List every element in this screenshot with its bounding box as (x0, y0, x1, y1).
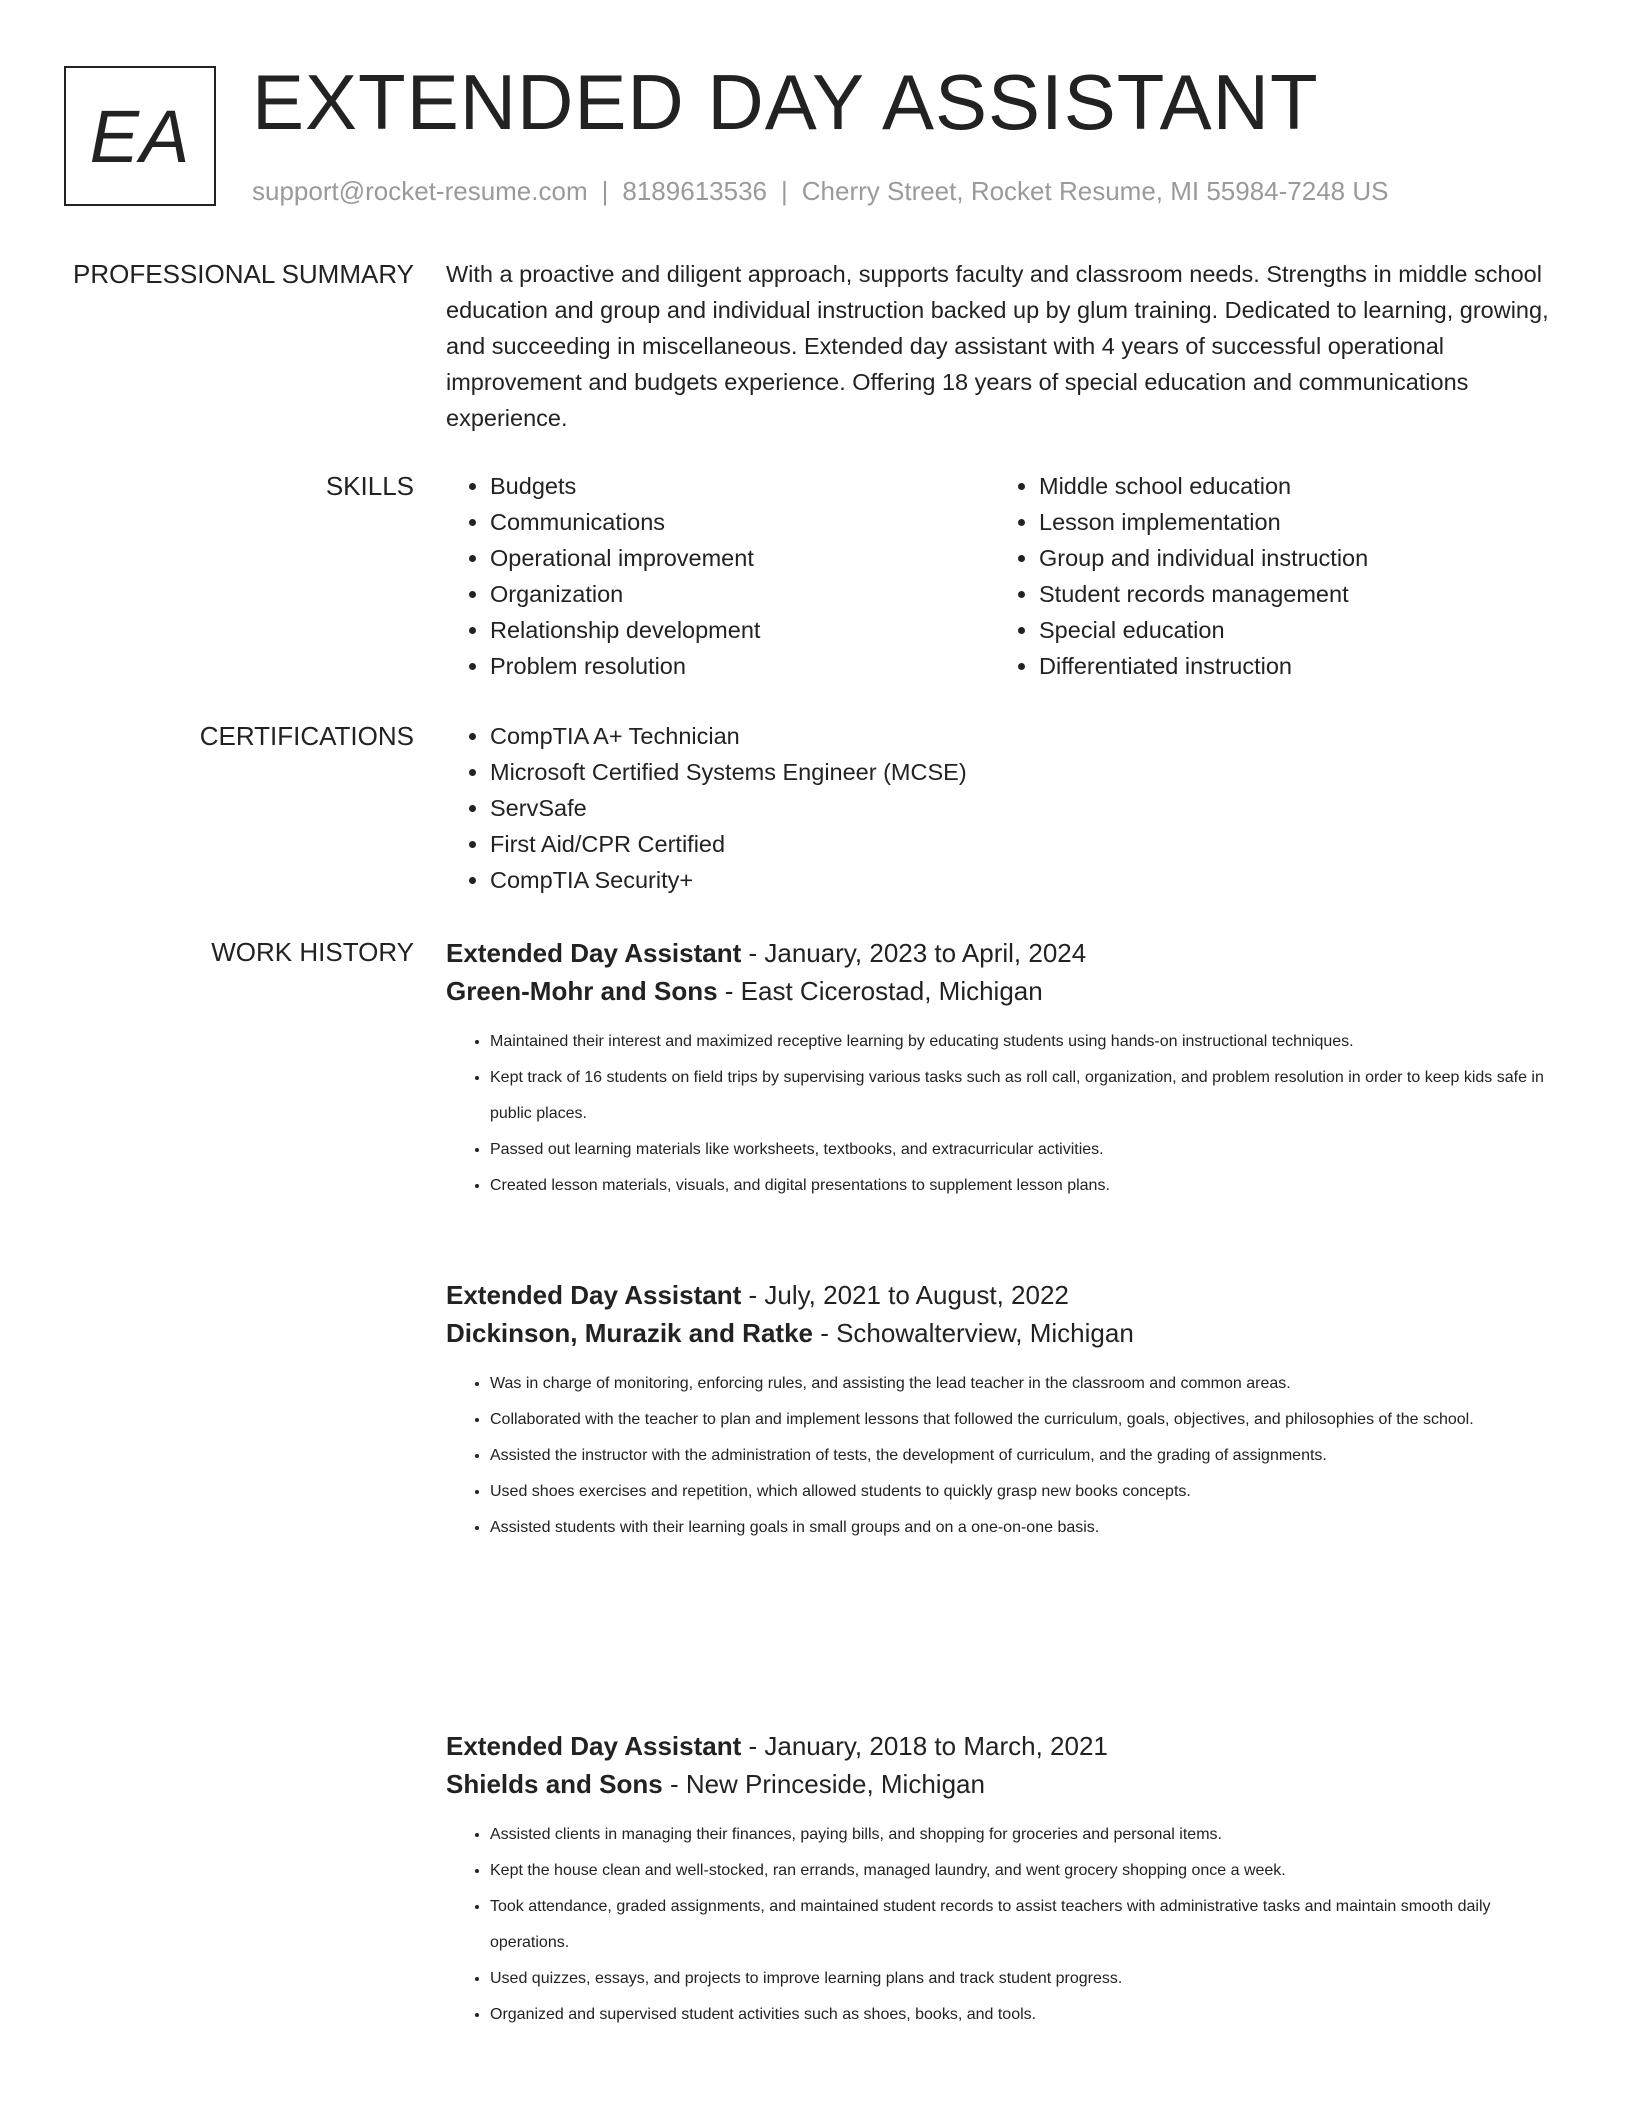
job-dates: - January, 2018 to March, 2021 (741, 1731, 1108, 1761)
job-bullets (446, 1817, 1566, 2033)
job-title: Extended Day Assistant (446, 1731, 742, 1761)
summary-text: With a proactive and diligent approach, supports faculty and classroom needs. Strengths in middle school education and group and individual instruction backed up by glum training. Dedicated to learning, growing, and succeeding in miscellaneous. Extended day assistant with 4 years of successful operational improvement and budgets experience. Offering 18 years of special education and communications experience. (446, 261, 1549, 431)
skill-item: • Special education (1039, 612, 1544, 648)
certification-item: • ServSafe (490, 790, 1566, 826)
skill-item: • Lesson implementation (1039, 504, 1544, 540)
job-title-line (446, 934, 1566, 972)
summary-body (446, 256, 1566, 436)
job-bullet: • Used shoes exercises and repetition, which allowed students to quickly grasp new books concepts. (490, 1474, 1566, 1510)
job-bullet: • Used quizzes, essays, and projects to improve learning plans and track student progress. (490, 1961, 1566, 1997)
skill-item: • Relationship development (490, 612, 995, 648)
job-title-line (446, 1727, 1566, 1765)
resume-title: EXTENDED DAY ASSISTANT (252, 58, 1319, 146)
job-bullet: • Collaborated with the teacher to plan and implement lessons that followed the curriculum, goals, objectives, and philosophies of the school. (490, 1402, 1566, 1438)
skill-item: • Problem resolution (490, 648, 995, 684)
section-heading-skills: SKILLS (325, 471, 414, 501)
section-heading-work-history: WORK HISTORY (211, 937, 414, 967)
job-title: Extended Day Assistant (446, 938, 742, 968)
skill-item: • Middle school education (1039, 468, 1544, 504)
certifications-body (446, 718, 1566, 898)
skill-item: • Budgets (490, 468, 995, 504)
job-dates: - July, 2021 to August, 2022 (741, 1280, 1069, 1310)
job-company-line (446, 972, 1566, 1010)
section-heading-summary: PROFESSIONAL SUMMARY (73, 259, 414, 289)
job-bullets (446, 1366, 1566, 1546)
skills-body (446, 468, 1566, 684)
contact-email[interactable]: support@rocket-resume.com (252, 176, 588, 206)
job-location: - Schowalterview, Michigan (812, 1318, 1134, 1348)
skill-item: • Communications (490, 504, 995, 540)
section-heading-certifications: CERTIFICATIONS (199, 721, 414, 751)
contact-separator: | (781, 176, 788, 206)
skills-list-right (995, 468, 1544, 684)
job-bullet: • Kept track of 16 students on field trips by supervising various tasks such as roll call, organization, and problem resolution in order to keep kids safe in public places. (490, 1060, 1566, 1132)
job-company-line (446, 1765, 1566, 1803)
job-entry (446, 1727, 1566, 2033)
certifications-list (446, 718, 1566, 898)
job-bullet: • Kept the house clean and well-stocked, ran errands, managed laundry, and went grocery shopping once a week. (490, 1853, 1566, 1889)
job-bullet: • Assisted clients in managing their finances, paying bills, and shopping for groceries and personal items. (490, 1817, 1566, 1853)
job-title: Extended Day Assistant (446, 1280, 742, 1310)
certification-item: • CompTIA A+ Technician (490, 718, 1566, 754)
skill-item: • Differentiated instruction (1039, 648, 1544, 684)
job-location: - East Cicerostad, Michigan (717, 976, 1043, 1006)
job-company-line (446, 1314, 1566, 1352)
contact-separator: | (601, 176, 609, 206)
skills-list-left (446, 468, 995, 684)
monogram-logo (64, 66, 216, 206)
skill-item: • Group and individual instruction (1039, 540, 1544, 576)
job-bullet: • Maintained their interest and maximized receptive learning by educating students using hands-on instructional techniques. (490, 1024, 1566, 1060)
job-bullet: • Assisted the instructor with the administration of tests, the development of curriculum, and the grading of assignments. (490, 1438, 1566, 1474)
contact-phone[interactable]: 8189613536 (622, 176, 767, 206)
contact-line (252, 174, 1388, 208)
job-bullet: • Was in charge of monitoring, enforcing rules, and assisting the lead teacher in the classroom and common areas. (490, 1366, 1566, 1402)
job-bullet: • Created lesson materials, visuals, and digital presentations to supplement lesson plans. (490, 1168, 1566, 1204)
certification-item: • First Aid/CPR Certified (490, 826, 1566, 862)
job-entry (446, 1276, 1566, 1546)
monogram-initials: EA (89, 94, 191, 178)
skill-item: • Organization (490, 576, 995, 612)
certification-item: • Microsoft Certified Systems Engineer (MCSE) (490, 754, 1566, 790)
job-bullet: • Assisted students with their learning goals in small groups and on a one-on-one basis. (490, 1510, 1566, 1546)
skill-item: • Operational improvement (490, 540, 995, 576)
job-location: - New Princeside, Michigan (662, 1769, 985, 1799)
job-bullet: • Took attendance, graded assignments, and maintained student records to assist teachers with administrative tasks and maintain smooth daily operations. (490, 1889, 1566, 1961)
skill-item: • Student records management (1039, 576, 1544, 612)
job-company: Dickinson, Murazik and Ratke (446, 1318, 813, 1348)
contact-address: Cherry Street, Rocket Resume, MI 55984-7248 US (801, 176, 1389, 206)
job-bullets (446, 1024, 1566, 1204)
certification-item: • CompTIA Security+ (490, 862, 1566, 898)
job-title-line (446, 1276, 1566, 1314)
job-dates: - January, 2023 to April, 2024 (741, 938, 1087, 968)
job-company: Shields and Sons (446, 1769, 663, 1799)
job-bullet: • Organized and supervised student activities such as shoes, books, and tools. (490, 1997, 1566, 2033)
job-entry (446, 934, 1566, 1204)
job-company: Green-Mohr and Sons (446, 976, 718, 1006)
job-bullet: • Passed out learning materials like worksheets, textbooks, and extracurricular activities. (490, 1132, 1566, 1168)
